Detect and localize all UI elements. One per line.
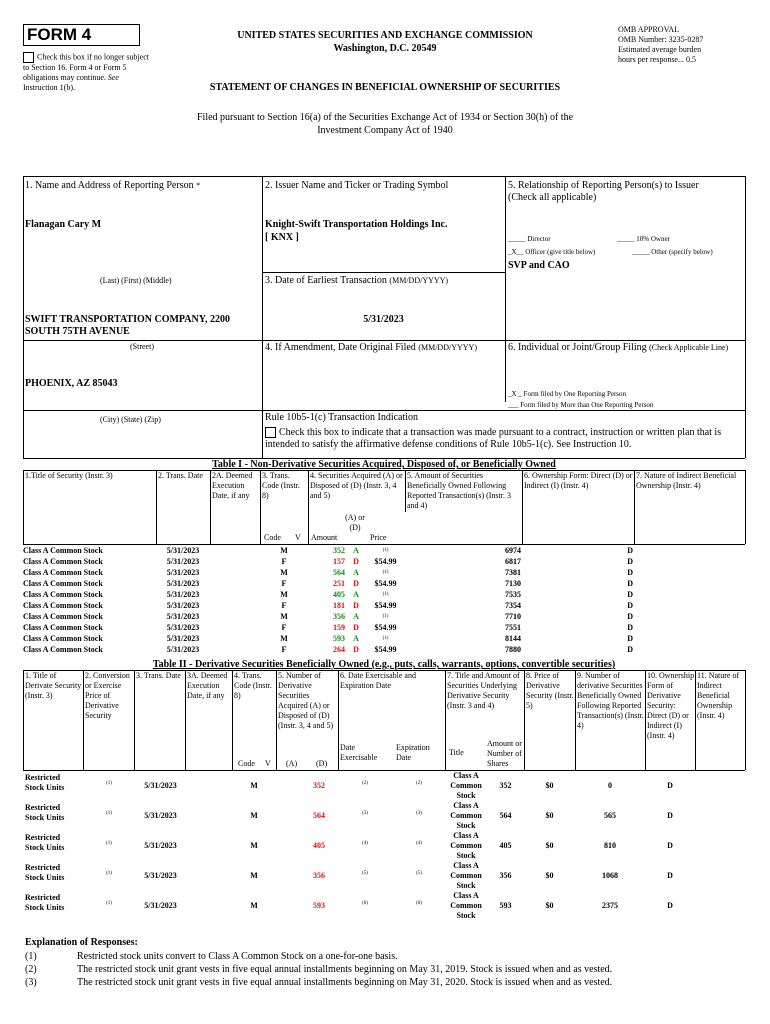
see-word: See [107, 73, 119, 82]
t1-cell-spacer [404, 633, 444, 644]
t2-cell-d: 405 [313, 841, 325, 850]
t2-cell-conv: (1) [106, 781, 112, 786]
t2-cell-d: 593 [313, 901, 325, 910]
t1-cell-ad: A [353, 590, 359, 599]
t1-cell-title: Class A Common Stock [23, 634, 103, 643]
box1-label [25, 180, 200, 192]
t1-cell-ad: A [353, 568, 359, 577]
t2-cell-code: M [250, 901, 258, 910]
t1-cell-ad: D [353, 623, 359, 632]
t1-cell-owned: 7710 [505, 612, 521, 621]
t1-cell-form: D [627, 590, 633, 599]
t2-header-a: (A) [286, 759, 298, 768]
t1-header-securities: 4. Securities Acquired (A) or Disposed of (D) (Instr. 3, 4 and 5) [310, 471, 403, 500]
box6-check: (Check Applicable Line) [649, 343, 729, 352]
t1-cell-form: D [627, 579, 633, 588]
t1-cell-form: D [627, 634, 633, 643]
t1-cell-code: M [280, 546, 288, 555]
reporting-person-name: Flanagan Cary M [25, 219, 102, 230]
omb-line: OMB Number: 3235-0287 [618, 35, 704, 44]
t2-cell-date: 5/31/2023 [144, 841, 177, 850]
box4-label [265, 342, 477, 354]
t1-cell-code: M [280, 568, 288, 577]
filed-pursuant-line1: Filed pursuant to Section 16(a) of the Securities Exchange Act of 1934 or Section 30(h) of the [196, 112, 574, 123]
t2-cell-price: $0 [545, 811, 554, 820]
t1-cell-amount: 564 [333, 568, 345, 577]
t2-cell-owned: 0 [608, 781, 612, 790]
t1-cell-deemed [210, 567, 260, 578]
t1-cell-spacer [404, 545, 444, 556]
t2-cell-date-ex: (5) [362, 871, 368, 876]
t1-cell-date: 5/31/2023 [166, 645, 200, 654]
t1-cell-v [308, 611, 322, 622]
t2-header-conversion: 2. Conversion or Exercise Price of Derivative Security [85, 671, 130, 720]
t2-header-amount-shares: Amount or Number of Shares [487, 739, 522, 768]
t1-cell-price: (1) [382, 614, 389, 619]
reporting-address-street: SWIFT TRANSPORTATION COMPANY, 2200 SOUTH 75TH AVENUE [25, 314, 231, 337]
box3-format: (MM/DD/YYYY) [389, 276, 449, 285]
t1-cell-form: D [627, 601, 633, 610]
t2-cell-title: Restricted Stock Units [25, 893, 65, 912]
t1-cell-title: Class A Common Stock [23, 601, 103, 610]
t1-cell-v [308, 644, 322, 655]
box1-text: 1. Name and Address of Reporting Person [25, 180, 194, 191]
t2-cell-exp: (3) [416, 811, 422, 816]
t2-cell-date-ex: (2) [362, 781, 368, 786]
t1-cell-date: 5/31/2023 [166, 634, 200, 643]
t2-cell-form: D [667, 841, 673, 850]
rule-text: Check this box to indicate that a transaction was made pursuant to a contract, instruction or written plan that is intended to satisfy the affirmative defense conditions of Rule 10b5-1(c). See Instruction 10. [265, 427, 722, 450]
t2-header-exercisable: 6. Date Exercisable and Expiration Date [340, 671, 416, 690]
t1-cell-ad: A [353, 612, 359, 621]
t2-cell-form: D [667, 871, 673, 880]
explanation-text: The restricted stock unit grant vests in five equal annual installments beginning on May 31, 2020. Stock is issued when and as vested. [77, 977, 613, 988]
t1-cell-v [308, 589, 322, 600]
table1-row [23, 578, 745, 589]
t2-cell-conv: (1) [106, 901, 112, 906]
reporting-address-city: PHOENIX, AZ 85043 [25, 378, 118, 389]
t1-cell-form: D [627, 546, 633, 555]
t1-header-ownership-form: 6. Ownership Form: Direct (D) or Indirect (I) (Instr. 4) [524, 471, 633, 490]
t1-cell-ad: A [353, 634, 359, 643]
t1-cell-spacer [404, 578, 444, 589]
table1-row [23, 567, 745, 578]
city-sub-label: (City) (State) (Zip) [100, 415, 161, 424]
t1-cell-deemed [210, 600, 260, 611]
box5-line1: 5. Relationship of Reporting Person(s) to Issuer [508, 180, 699, 191]
officer-title: SVP and CAO [508, 260, 570, 271]
t1-cell-form: D [627, 623, 633, 632]
box1-star: * [196, 181, 201, 190]
t2-header-owned: 9. Number of derivative Securities Beneficially Owned Following Reported Transaction(s) (Instr. 4) [577, 671, 644, 730]
t1-header-ad: (A) or (D) [345, 513, 365, 532]
t1-cell-v [308, 567, 322, 578]
t2-header-underlying: 7. Title and Amount of Securities Underlying Derivative Security (Instr. 3 and 4) [447, 671, 520, 710]
t1-cell-spacer [404, 611, 444, 622]
t1-header-nature: 7. Nature of Indirect Beneficial Ownership (Instr. 4) [636, 471, 737, 490]
t1-cell-price: $54.99 [374, 601, 397, 610]
omb-approval [618, 25, 748, 65]
rel-10pct-owner: _____ 10% Owner [617, 235, 670, 243]
t2-header-code: 4. Trans. Code (Instr. 8) [234, 671, 272, 700]
t1-cell-deemed [210, 545, 260, 556]
t2-cell-shares: 593 [499, 901, 512, 910]
t1-cell-owned: 7381 [505, 568, 521, 577]
t2-cell-u-title: Class A Common Stock [450, 891, 482, 920]
t1-cell-price: $54.99 [374, 557, 397, 566]
table1-body [23, 545, 745, 655]
t1-cell-code: F [281, 645, 287, 654]
t1-cell-price: (1) [382, 592, 389, 597]
t1-cell-amount: 159 [333, 623, 345, 632]
t1-cell-amount: 251 [333, 579, 345, 588]
box6-label [508, 342, 743, 354]
t1-cell-code: F [281, 579, 287, 588]
t2-cell-d: 352 [313, 781, 325, 790]
table1-row [23, 633, 745, 644]
t1-cell-price: (1) [382, 548, 389, 553]
t1-cell-owned: 6974 [505, 546, 521, 555]
t2-header-deemed: 3A. Deemed Execution Date, if any [187, 671, 228, 700]
t2-cell-code: M [250, 871, 258, 880]
t2-header-v: V [265, 759, 271, 768]
t1-cell-nature [633, 556, 745, 567]
t1-cell-nature [633, 622, 745, 633]
t2-header-code-sub: Code [238, 759, 255, 768]
t1-cell-nature [633, 644, 745, 655]
no-longer-subject-checkbox[interactable] [23, 52, 34, 63]
t1-cell-nature [633, 600, 745, 611]
t1-cell-form: D [627, 568, 633, 577]
table1-row [23, 644, 745, 655]
t1-cell-title: Class A Common Stock [23, 579, 103, 588]
t1-cell-ad: D [353, 557, 359, 566]
t2-header-u-title: Title [449, 748, 464, 757]
explanations-list [25, 951, 745, 990]
t1-cell-spacer [404, 644, 444, 655]
t2-header-title: 1. Title of Derivate Security (Instr. 3) [25, 671, 82, 700]
explanation-text: The restricted stock unit grant vests in five equal annual installments beginning on May 31, 2019. Stock is issued when and as vested. [77, 964, 613, 975]
t2-cell-title: Restricted Stock Units [25, 773, 65, 792]
t1-cell-nature [633, 611, 745, 622]
explanation-item [25, 977, 745, 990]
explanation-text: Restricted stock units convert to Class A Common Stock on a one-for-one basis. [77, 951, 398, 962]
t2-cell-shares: 352 [499, 781, 512, 790]
t1-cell-owned: 6817 [505, 557, 521, 566]
t1-cell-nature [633, 589, 745, 600]
t2-cell-date-ex: (6) [362, 901, 368, 906]
t1-cell-nature [633, 633, 745, 644]
t1-cell-code: M [280, 590, 288, 599]
t1-cell-nature [633, 545, 745, 556]
t1-cell-amount: 352 [333, 546, 345, 555]
t2-cell-exp: (5) [416, 871, 422, 876]
t2-header-ownership-form: 10. Ownership Form of Derivative Security: Direct (D) or Indirect (I) (Instr. 4) [647, 671, 695, 740]
t1-cell-v [308, 578, 322, 589]
t1-header-title: 1.Title of Security (Instr. 3) [25, 471, 113, 480]
t1-header-v: V [295, 533, 301, 542]
t1-cell-owned: 7551 [505, 623, 521, 632]
t2-cell-owned: 810 [604, 841, 616, 850]
no-longer-subject-note [23, 52, 153, 93]
t1-cell-deemed [210, 622, 260, 633]
t2-cell-u-title: Class A Common Stock [450, 801, 482, 830]
t1-cell-ad: D [353, 579, 359, 588]
t2-cell-conv: (1) [106, 811, 112, 816]
issuer-name: Knight-Swift Transportation Holdings Inc. [265, 219, 448, 230]
table2-row [23, 831, 745, 861]
t1-cell-price: (1) [382, 570, 389, 575]
t1-cell-amount: 356 [333, 612, 345, 621]
t1-cell-spacer [404, 600, 444, 611]
t1-cell-title: Class A Common Stock [23, 645, 103, 654]
t1-cell-form: D [627, 645, 633, 654]
name-sub-label: (Last) (First) (Middle) [100, 276, 172, 285]
t2-cell-code: M [250, 811, 258, 820]
t2-header-d: (D) [316, 759, 328, 768]
t2-cell-price: $0 [545, 841, 554, 850]
table1-row [23, 589, 745, 600]
rule-note [265, 427, 743, 451]
t1-cell-title: Class A Common Stock [23, 612, 103, 621]
explanation-title: Explanation of Responses: [25, 937, 138, 948]
t1-cell-amount: 181 [333, 601, 345, 610]
rel-other: _____ Other (specify below) [632, 248, 713, 256]
t2-cell-shares: 356 [499, 871, 512, 880]
t2-cell-d: 356 [313, 871, 325, 880]
explanation-item [25, 964, 745, 977]
table1-row [23, 600, 745, 611]
t2-cell-exp: (4) [416, 841, 422, 846]
rule-title: Rule 10b5-1(c) Transaction Indication [265, 412, 419, 423]
explanation-num: (3) [25, 977, 37, 988]
table2-title: Table II - Derivative Securities Beneficially Owned (e.g., puts, calls, warrants, options, convertible securities) [152, 659, 616, 670]
t2-cell-u-title: Class A Common Stock [450, 861, 482, 890]
t2-cell-form: D [667, 811, 673, 820]
t2-cell-date: 5/31/2023 [144, 781, 177, 790]
t1-cell-form: D [627, 557, 633, 566]
t2-header-number: 5. Number of Derivative Securities Acquired (A) or Disposed of (D) (Instr. 3, 4 and 5) [278, 671, 334, 730]
t1-cell-ad: D [353, 645, 359, 654]
t1-cell-price: $54.99 [374, 645, 397, 654]
t1-cell-date: 5/31/2023 [166, 612, 200, 621]
agency-city: Washington, D.C. 20549 [333, 43, 437, 54]
t1-cell-v [308, 600, 322, 611]
table1-row [23, 545, 745, 556]
t2-header-expiration: Expiration Date [396, 743, 430, 762]
omb-line: hours per response... 0.5 [618, 55, 696, 64]
t2-cell-shares: 405 [499, 841, 512, 850]
t2-cell-exp: (6) [416, 901, 422, 906]
statement-title: STATEMENT OF CHANGES IN BENEFICIAL OWNERSHIP OF SECURITIES [209, 82, 561, 93]
filing-one-person: _X _ Form filed by One Reporting Person [508, 390, 627, 398]
t1-cell-date: 5/31/2023 [166, 579, 200, 588]
t2-cell-date: 5/31/2023 [144, 811, 177, 820]
t1-cell-price: $54.99 [374, 579, 397, 588]
t2-header-date: 3. Trans. Date [136, 671, 181, 680]
t1-cell-deemed [210, 611, 260, 622]
table2-row [23, 861, 745, 891]
t1-cell-owned: 7130 [505, 579, 521, 588]
rule-checkbox[interactable] [265, 427, 276, 438]
t1-cell-owned: 7354 [505, 601, 521, 610]
t1-cell-nature [633, 578, 745, 589]
t2-cell-form: D [667, 781, 673, 790]
earliest-transaction-date: 5/31/2023 [363, 314, 404, 325]
t2-cell-exp: (2) [416, 781, 422, 786]
t1-cell-date: 5/31/2023 [166, 590, 200, 599]
t1-cell-price: $54.99 [374, 623, 397, 632]
explanation-num: (2) [25, 964, 37, 975]
t1-cell-v [308, 633, 322, 644]
t1-cell-spacer [404, 567, 444, 578]
t2-cell-u-title: Class A Common Stock [450, 771, 482, 800]
t1-cell-v [308, 556, 322, 567]
t2-header-date-ex: Date Exercisable [340, 743, 378, 762]
t1-cell-spacer [404, 556, 444, 567]
table2-row [23, 891, 745, 921]
t2-cell-conv: (1) [106, 841, 112, 846]
t1-cell-price: (1) [382, 636, 389, 641]
t1-header-price: Price [370, 533, 387, 542]
t1-cell-owned: 8144 [505, 634, 521, 643]
t1-header-code-sub: Code [264, 533, 281, 542]
t2-cell-price: $0 [545, 901, 554, 910]
t2-cell-date-ex: (4) [362, 841, 368, 846]
t1-cell-amount: 405 [333, 590, 345, 599]
t1-header-deemed: 2A. Deemed Execution Date, if any [212, 471, 253, 500]
t2-cell-d: 564 [313, 811, 325, 820]
t1-cell-ad: A [353, 546, 359, 555]
form-title: FORM 4 [23, 24, 140, 46]
t2-header-price: 8. Price of Derivative Security (Instr. 5) [526, 671, 574, 710]
t1-cell-owned: 7535 [505, 590, 521, 599]
filed-pursuant-line2: Investment Company Act of 1940 [317, 125, 453, 136]
t1-cell-date: 5/31/2023 [166, 557, 200, 566]
t1-cell-spacer [404, 622, 444, 633]
t2-cell-title: Restricted Stock Units [25, 863, 65, 882]
box5-line2: (Check all applicable) [508, 192, 597, 203]
t1-cell-owned: 7880 [505, 645, 521, 654]
t1-cell-code: F [281, 601, 287, 610]
t1-cell-date: 5/31/2023 [166, 568, 200, 577]
t2-cell-code: M [250, 781, 258, 790]
t2-header-nature: 11. Nature of Indirect Beneficial Ownership (Instr. 4) [697, 671, 740, 720]
table1-row [23, 611, 745, 622]
t1-cell-code: F [281, 623, 287, 632]
box5-label [508, 180, 743, 204]
t1-cell-code: M [280, 612, 288, 621]
t1-cell-v [308, 545, 322, 556]
table1-row [23, 556, 745, 567]
explanation-num: (1) [25, 951, 37, 962]
t1-cell-amount: 264 [333, 645, 345, 654]
t1-cell-spacer [404, 589, 444, 600]
t2-cell-owned: 2375 [602, 901, 618, 910]
t1-cell-title: Class A Common Stock [23, 590, 103, 599]
street-sub-label: (Street) [130, 342, 154, 351]
t1-cell-deemed [210, 556, 260, 567]
t1-header-code: 3. Trans. Code (Instr. 8) [262, 471, 300, 500]
omb-line: OMB APPROVAL [618, 25, 679, 34]
t1-cell-date: 5/31/2023 [166, 601, 200, 610]
box3-text: 3. Date of Earliest Transaction [265, 275, 387, 286]
table1-title: Table I - Non-Derivative Securities Acquired, Disposed of, or Beneficially Owned [212, 459, 556, 470]
t2-cell-u-title: Class A Common Stock [450, 831, 482, 860]
t2-cell-code: M [250, 841, 258, 850]
t1-cell-deemed [210, 633, 260, 644]
t1-cell-title: Class A Common Stock [23, 568, 103, 577]
t1-cell-date: 5/31/2023 [166, 623, 200, 632]
box2-label: 2. Issuer Name and Ticker or Trading Symbol [265, 180, 449, 191]
t1-cell-deemed [210, 578, 260, 589]
t2-cell-owned: 565 [604, 811, 616, 820]
t1-cell-nature [633, 567, 745, 578]
t2-cell-owned: 1068 [602, 871, 618, 880]
t2-cell-form: D [667, 901, 673, 910]
t1-cell-title: Class A Common Stock [23, 557, 103, 566]
box4-text: 4. If Amendment, Date Original Filed [265, 342, 416, 353]
t1-cell-deemed [210, 644, 260, 655]
table1-row [23, 622, 745, 633]
t1-header-amount: Amount [311, 533, 338, 542]
omb-line: Estimated average burden [618, 45, 702, 54]
rel-officer: _X__ Officer (give title below) [508, 248, 596, 256]
t1-cell-code: F [281, 557, 287, 566]
instruction-ref: Instruction 1(b). [23, 83, 75, 92]
explanation-item [25, 951, 745, 964]
t1-cell-ad: D [353, 601, 359, 610]
t1-cell-code: M [280, 634, 288, 643]
box6-text: 6. Individual or Joint/Group Filing [508, 342, 647, 353]
t2-cell-date-ex: (3) [362, 811, 368, 816]
table2-row [23, 801, 745, 831]
t1-cell-title: Class A Common Stock [23, 623, 103, 632]
t1-cell-amount: 593 [333, 634, 345, 643]
t1-header-amount-owned: 5. Amount of Securities Beneficially Owned Following Reported Transaction(s) (Instr. 3 and 4) [407, 471, 511, 510]
t1-cell-title: Class A Common Stock [23, 546, 103, 555]
t1-header-date: 2. Trans. Date [158, 471, 203, 480]
t2-cell-title: Restricted Stock Units [25, 803, 65, 822]
rel-director: _____ Director [508, 235, 551, 243]
issuer-ticker: [ KNX ] [265, 232, 299, 243]
table2-row [23, 771, 745, 801]
t1-cell-v [308, 622, 322, 633]
t2-cell-shares: 564 [499, 811, 512, 820]
t1-cell-form: D [627, 612, 633, 621]
t1-cell-amount: 157 [333, 557, 345, 566]
no-longer-subject-text: Check this box if no longer subject to Section 16. Form 4 or Form 5 obligations may continue. [23, 52, 149, 82]
t2-cell-price: $0 [545, 871, 554, 880]
box4-format: (MM/DD/YYYY) [418, 343, 477, 352]
filing-more-persons: ___ Form filed by More than One Reporting Person [508, 401, 654, 409]
t1-cell-deemed [210, 589, 260, 600]
t2-cell-title: Restricted Stock Units [25, 833, 65, 852]
agency-name: UNITED STATES SECURITIES AND EXCHANGE COMMISSION [237, 30, 533, 41]
t2-cell-conv: (1) [106, 871, 112, 876]
t2-cell-date: 5/31/2023 [144, 871, 177, 880]
t2-cell-price: $0 [545, 781, 554, 790]
box3-label [265, 275, 448, 287]
t1-cell-date: 5/31/2023 [166, 546, 200, 555]
t2-cell-date: 5/31/2023 [144, 901, 177, 910]
